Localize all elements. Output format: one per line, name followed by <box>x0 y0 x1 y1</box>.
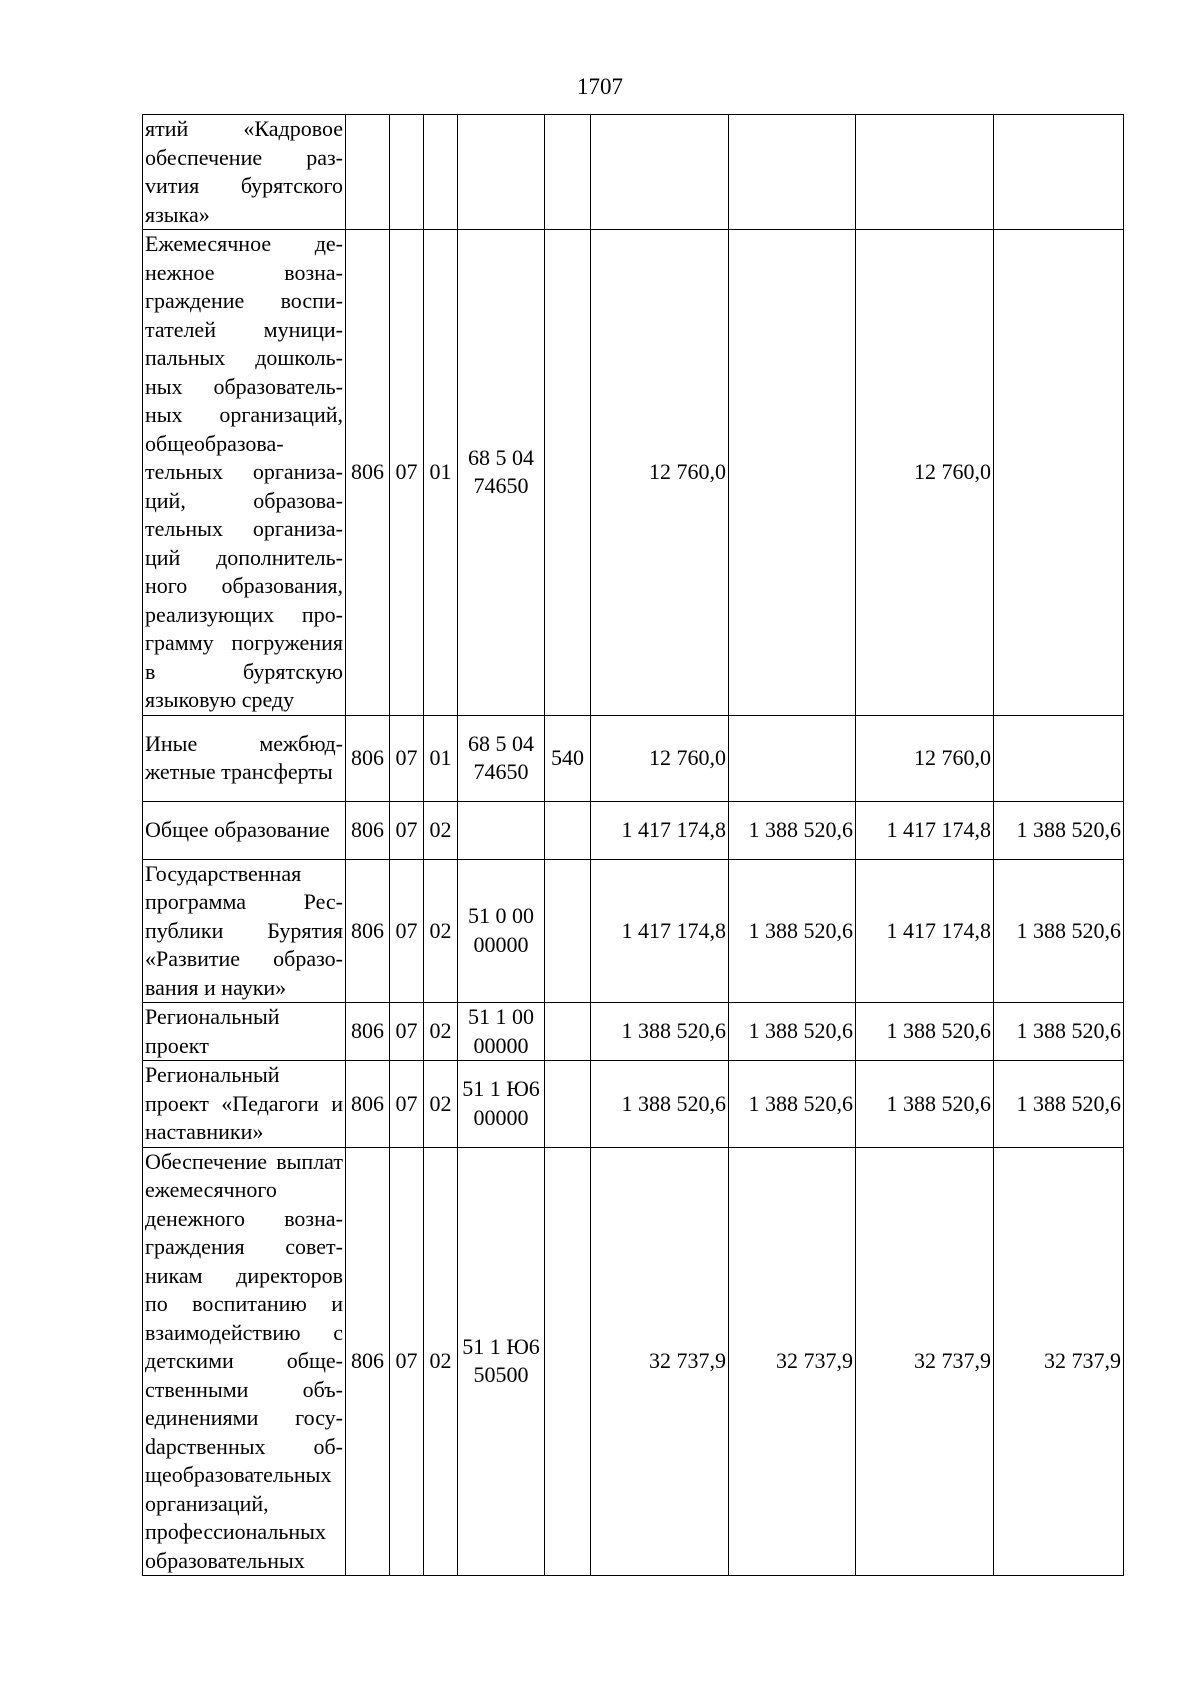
page-number: 1707 <box>577 74 623 99</box>
table-row <box>143 715 1124 801</box>
grbs-cell: 806 <box>346 715 390 801</box>
vr-cell <box>545 230 591 716</box>
rz-cell: 07 <box>390 1003 424 1061</box>
grbs-cell: 806 <box>346 1003 390 1061</box>
pr-cell: 02 <box>424 1147 458 1576</box>
grbs-cell <box>346 115 390 230</box>
sum-cell-4 <box>994 230 1124 716</box>
sum-cell-2 <box>729 230 856 716</box>
table-row <box>143 1147 1124 1576</box>
sum-cell-2: 1 388 520,6 <box>729 1003 856 1061</box>
sum-cell-1: 1 388 520,6 <box>591 1003 729 1061</box>
sum-cell-3: 1 388 520,6 <box>856 1061 994 1148</box>
grbs-cell: 806 <box>346 859 390 1003</box>
vr-cell <box>545 859 591 1003</box>
sum-cell-2 <box>729 115 856 230</box>
grbs-cell: 806 <box>346 801 390 859</box>
pr-cell: 02 <box>424 1061 458 1148</box>
row-name-cell: Обеспечение выплат ежемесячного денежного вознаграждения советникам директоров по воспитанию и взаимодействию с детскими общественными объединениями госуdарственных общеобразовательных организаций, профессиональных образовательных <box>143 1147 346 1576</box>
row-name-cell: Общее образование <box>143 801 346 859</box>
pr-cell <box>424 115 458 230</box>
sum-cell-2 <box>729 715 856 801</box>
sum-cell-4: 32 737,9 <box>994 1147 1124 1576</box>
table-row <box>143 115 1124 230</box>
pr-cell: 02 <box>424 859 458 1003</box>
sum-cell-3: 32 737,9 <box>856 1147 994 1576</box>
sum-cell-1 <box>591 115 729 230</box>
rz-cell: 07 <box>390 715 424 801</box>
csr-cell <box>458 115 545 230</box>
row-name-cell: Государственная программа Республики Бурятия «Развитие образования и науки» <box>143 859 346 1003</box>
row-name-cell: Иные межбюджетные трансферты <box>143 715 346 801</box>
csr-cell: 51 1 Ю6 50500 <box>458 1147 545 1576</box>
rz-cell: 07 <box>390 1147 424 1576</box>
sum-cell-2: 1 388 520,6 <box>729 859 856 1003</box>
rz-cell <box>390 115 424 230</box>
sum-cell-4: 1 388 520,6 <box>994 1061 1124 1148</box>
table-row <box>143 859 1124 1003</box>
sum-cell-4: 1 388 520,6 <box>994 1003 1124 1061</box>
sum-cell-1: 1 417 174,8 <box>591 801 729 859</box>
sum-cell-3: 1 417 174,8 <box>856 859 994 1003</box>
table-row <box>143 801 1124 859</box>
csr-cell: 68 5 04 74650 <box>458 230 545 716</box>
vr-cell <box>545 801 591 859</box>
sum-cell-4 <box>994 115 1124 230</box>
vr-cell <box>545 1061 591 1148</box>
sum-cell-1: 32 737,9 <box>591 1147 729 1576</box>
pr-cell: 02 <box>424 801 458 859</box>
sum-cell-2: 1 388 520,6 <box>729 1061 856 1148</box>
vr-cell <box>545 1003 591 1061</box>
sum-cell-1: 1 388 520,6 <box>591 1061 729 1148</box>
vr-cell: 540 <box>545 715 591 801</box>
sum-cell-3: 12 760,0 <box>856 715 994 801</box>
table-row <box>143 230 1124 716</box>
row-name-cell: ятий «Кадровое обеспечение разvития бурятского языка» <box>143 115 346 230</box>
sum-cell-2: 32 737,9 <box>729 1147 856 1576</box>
sum-cell-1: 12 760,0 <box>591 715 729 801</box>
table-row <box>143 1061 1124 1148</box>
pr-cell: 01 <box>424 715 458 801</box>
sum-cell-3: 1 388 520,6 <box>856 1003 994 1061</box>
vr-cell <box>545 115 591 230</box>
sum-cell-3 <box>856 115 994 230</box>
pr-cell: 01 <box>424 230 458 716</box>
csr-cell: 51 1 Ю6 00000 <box>458 1061 545 1148</box>
csr-cell: 51 0 00 00000 <box>458 859 545 1003</box>
sum-cell-1: 12 760,0 <box>591 230 729 716</box>
rz-cell: 07 <box>390 230 424 716</box>
sum-cell-4: 1 388 520,6 <box>994 859 1124 1003</box>
row-name-cell: Ежемесячное денежное вознаграждение воспитателей муниципальных дошкольных образовательных организаций, общеобразовательных организаций, образовательных организаций дополнительного образования, реализующих программу погружения в бурятскую языковую среду <box>143 230 346 716</box>
pr-cell: 02 <box>424 1003 458 1061</box>
csr-cell: 51 1 00 00000 <box>458 1003 545 1061</box>
csr-cell: 68 5 04 74650 <box>458 715 545 801</box>
rz-cell: 07 <box>390 801 424 859</box>
sum-cell-4 <box>994 715 1124 801</box>
csr-cell <box>458 801 545 859</box>
row-name-cell: Региональный проект <box>143 1003 346 1061</box>
vr-cell <box>545 1147 591 1576</box>
grbs-cell: 806 <box>346 230 390 716</box>
sum-cell-3: 12 760,0 <box>856 230 994 716</box>
table-row <box>143 1003 1124 1061</box>
sum-cell-4: 1 388 520,6 <box>994 801 1124 859</box>
rz-cell: 07 <box>390 859 424 1003</box>
budget-table <box>142 114 1124 1576</box>
grbs-cell: 806 <box>346 1061 390 1148</box>
rz-cell: 07 <box>390 1061 424 1148</box>
sum-cell-3: 1 417 174,8 <box>856 801 994 859</box>
sum-cell-1: 1 417 174,8 <box>591 859 729 1003</box>
sum-cell-2: 1 388 520,6 <box>729 801 856 859</box>
row-name-cell: Региональный проект «Педагоги и наставники» <box>143 1061 346 1148</box>
grbs-cell: 806 <box>346 1147 390 1576</box>
